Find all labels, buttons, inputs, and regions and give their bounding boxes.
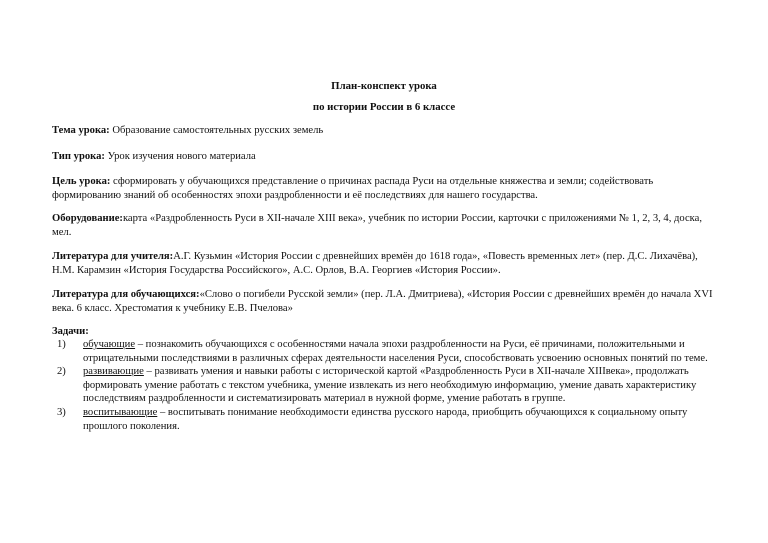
tasks-heading bbox=[52, 325, 716, 339]
teacher-literature-text: А.Г. Кузьмин «История России с древнейших времён до 1618 года», «Повесть временных лет» (пер. Д.С. Лихачёва), Н.М. Карамзин «История Государства Российского», А.С. Орлов, В.А. Георгиев «История России». bbox=[52, 251, 698, 276]
student-literature-text: «Слово о погибели Русской земли» (пер. Л.А. Дмитриева), «История России с древнейших времён до начала XVI века. 6 класс. Хрестоматия к учебнику Е.В. Пчелова» bbox=[52, 289, 713, 314]
lesson-topic-text: Образование самостоятельных русских земель bbox=[109, 125, 324, 136]
teacher-literature bbox=[52, 250, 716, 277]
task-number: 3) bbox=[57, 406, 66, 418]
document-title: План-конспект урока bbox=[331, 80, 437, 92]
lesson-equipment-text: карта «Раздробленность Руси в XII-начале XIII века», учебник по истории России, карточки с приложениями № 1, 2, 3, 4, доска, мел. bbox=[52, 213, 703, 238]
lesson-goal-text: сформировать у обучающихся представление о причинах распада Руси на отдельные княжества и земли; содействовать формированию знаний об особенностях эпохи раздробленности и её последствиях для нашего государства. bbox=[52, 176, 654, 201]
task-item-developing bbox=[52, 365, 716, 406]
lesson-topic bbox=[52, 124, 716, 138]
lesson-type-text: Урок изучения нового материала bbox=[104, 151, 256, 162]
lesson-type-label: Тип урока: bbox=[52, 151, 105, 162]
task-number: 1) bbox=[57, 339, 66, 350]
lesson-goal bbox=[52, 175, 716, 202]
lesson-equipment bbox=[52, 212, 716, 239]
task-text: – развивать умения и навыки работы с исторической картой «Раздробленность Руси в XII-начале XIIIвека», продолжать формировать умение работать с текстом учебника, умение извлекать из него необходимую информацию, умение давать характеристику последствиям раздробленности и систематизировать материал в нужной форме, умение работать в группе. bbox=[83, 366, 697, 405]
student-literature-label: Литература для обучающихся: bbox=[52, 289, 200, 300]
task-number: 2) bbox=[57, 366, 66, 378]
student-literature bbox=[52, 288, 716, 315]
task-text: – познакомить обучающихся с особенностями начала эпохи раздробленности на Руси, её причинами, положительными и отрицательными последствиями в различных сферах деятельности населения Руси, способствовать усвоению основных понятий по теме. bbox=[83, 339, 708, 364]
teacher-literature-label: Литература для учителя: bbox=[52, 251, 174, 262]
lesson-type bbox=[52, 150, 716, 164]
task-term: развивающие bbox=[83, 366, 144, 378]
tasks-label: Задачи: bbox=[52, 326, 89, 337]
lesson-goal-label: Цель урока: bbox=[52, 176, 111, 187]
task-term: обучающие bbox=[83, 339, 136, 350]
lesson-topic-label: Тема урока: bbox=[52, 125, 110, 136]
lesson-equipment-label: Оборудование: bbox=[52, 213, 123, 224]
task-item-upbringing bbox=[52, 406, 716, 433]
task-item-teaching bbox=[52, 338, 716, 365]
document-subtitle: по истории России в 6 классе bbox=[312, 101, 456, 113]
tasks-list bbox=[52, 338, 716, 433]
task-text: – воспитывать понимание необходимости единства русского народа, приобщить обучающихся к социальному опыту прошлого поколения. bbox=[83, 406, 688, 432]
task-term: воспитывающие bbox=[83, 406, 158, 418]
